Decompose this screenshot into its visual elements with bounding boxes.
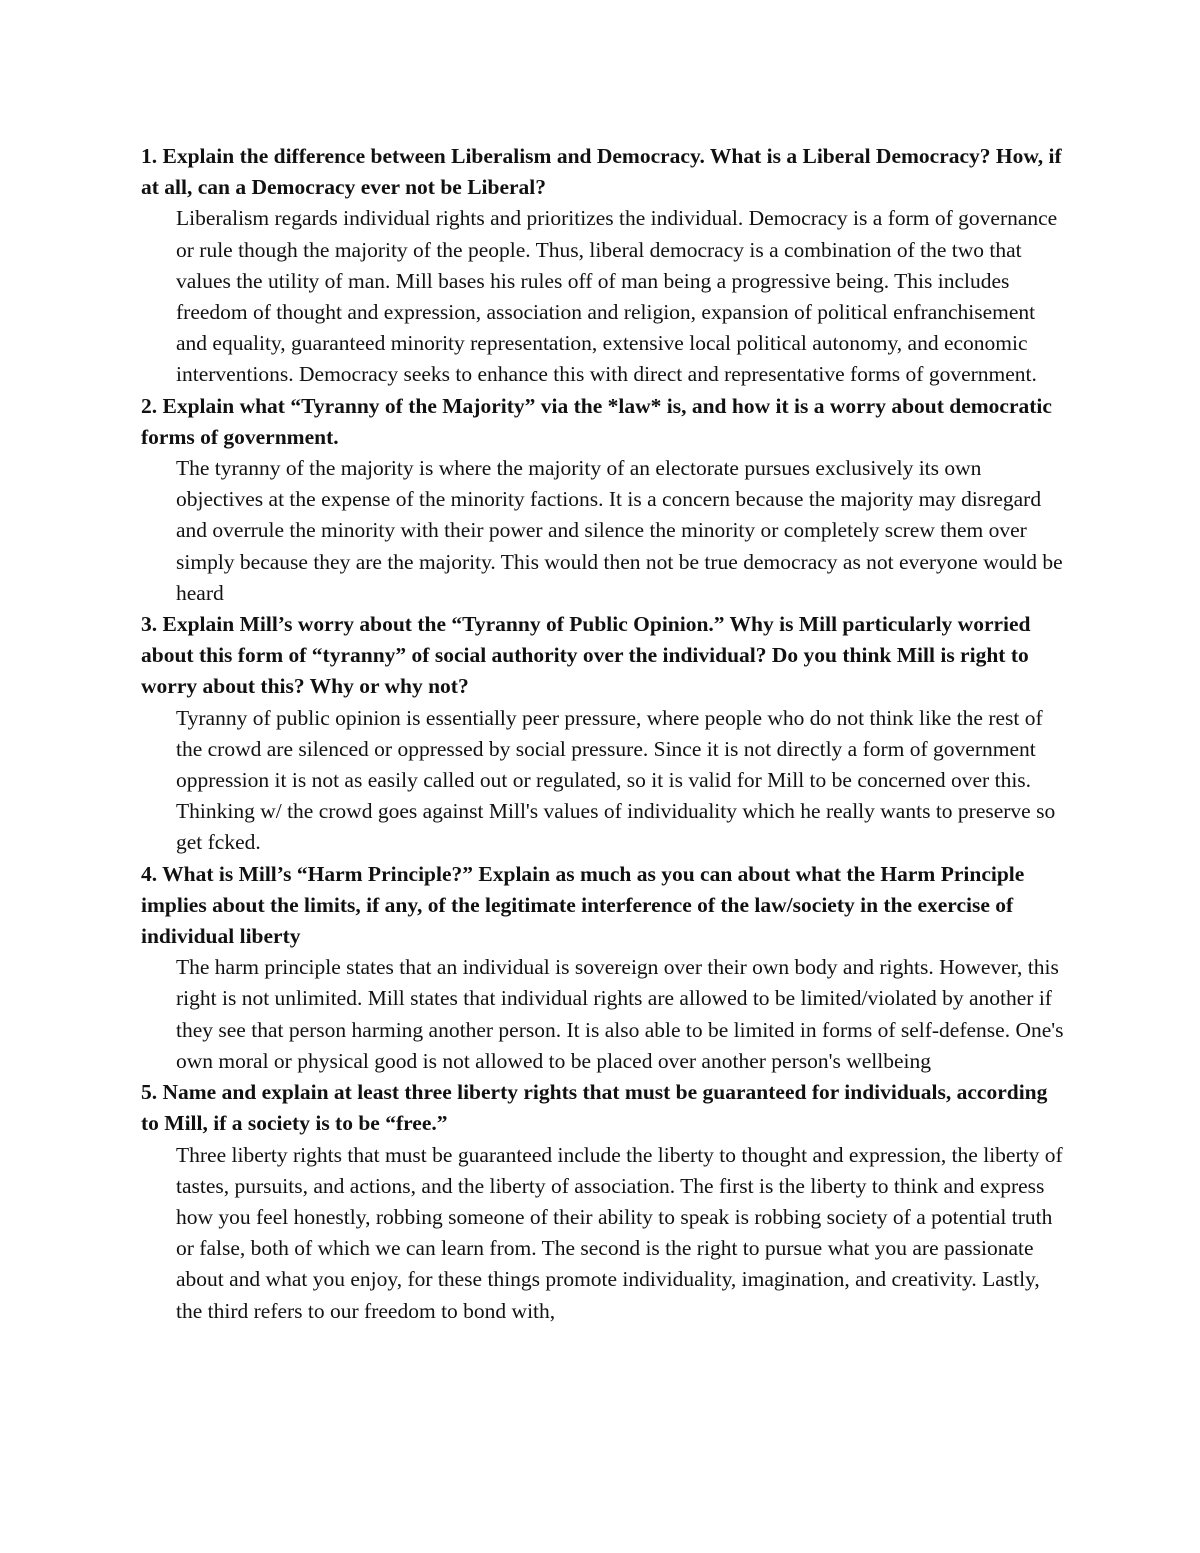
answer-4: The harm principle states that an individual is sovereign over their own body and rights. However, this right is not unlimited. Mill states that individual rights are allowed to be limited/violated by another if they see that person harming another person. It is also able to be limited in forms of self-defense. One's own moral or physical good is not allowed to be placed over another person's wellbeing xyxy=(176,955,1064,1073)
question-5: 5. Name and explain at least three liberty rights that must be guaranteed for individuals, according to Mill, if a society is to be “free.” xyxy=(141,1080,1048,1136)
question-4: 4. What is Mill’s “Harm Principle?” Explain as much as you can about what the Harm Principle implies about the limits, if any, of the legitimate interference of the law/society in the exercise of individual liberty xyxy=(141,861,1025,949)
answer-3: Tyranny of public opinion is essentially peer pressure, where people who do not think like the rest of the crowd are silenced or oppressed by social pressure. Since it is not directly a form of government oppression it is not as easily called out or regulated, so it is valid for Mill to be concerned over this. Thinking w/ the crowd goes against Mill's values of individuality which he really wants to preserve so get fcked. xyxy=(176,705,1056,855)
question-1: 1. Explain the difference between Liberalism and Democracy. What is a Liberal Democracy? How, if at all, can a Democracy ever not be Liberal? xyxy=(141,144,1062,200)
answer-2: The tyranny of the majority is where the majority of an electorate pursues exclusively its own objectives at the expense of the minority factions. It is a concern because the majority may disregard and overrule the minority with their power and silence the minority or completely screw them over simply because they are the majority. This would then not be true democracy as not everyone would be heard xyxy=(176,456,1063,605)
question-3: 3. Explain Mill’s worry about the “Tyranny of Public Opinion.” Why is Mill particularly worried about this form of “tyranny” of social authority over the individual? Do you think Mill is right to worry about this? Why or why not? xyxy=(141,612,1031,699)
qa-item-3 xyxy=(141,609,1066,859)
answer-1: Liberalism regards individual rights and prioritizes the individual. Democracy is a form of governance or rule though the majority of the people. Thus, liberal democracy is a combination of the two that values the utility of man. Mill bases his rules off of man being a progressive being. This includes freedom of thought and expression, association and religion, expansion of political enfranchisement and equality, guaranteed minority representation, extensive local political autonomy, and economic interventions. Democracy seeks to enhance this with direct and representative forms of government. xyxy=(176,206,1058,387)
answer-5: Three liberty rights that must be guaranteed include the liberty to thought and expression, the liberty of tastes, pursuits, and actions, and the liberty of association. The first is the liberty to think and express how you feel honestly, robbing someone of their ability to speak is robbing society of a potential truth or false, both of which we can learn from. The second is the right to pursue what you are passionate about and what you enjoy, for these things promote individuality, imagination, and creativity. Lastly, the third refers to our freedom to bond with, xyxy=(176,1142,1063,1323)
question-2: 2. Explain what “Tyranny of the Majority” via the *law* is, and how it is a worry about democratic forms of government. xyxy=(141,393,1052,449)
qa-item-5 xyxy=(141,1077,1066,1327)
document-page xyxy=(141,141,1066,1327)
qa-item-1 xyxy=(141,141,1066,391)
qa-item-2 xyxy=(141,391,1066,609)
qa-item-4 xyxy=(141,859,1066,1077)
